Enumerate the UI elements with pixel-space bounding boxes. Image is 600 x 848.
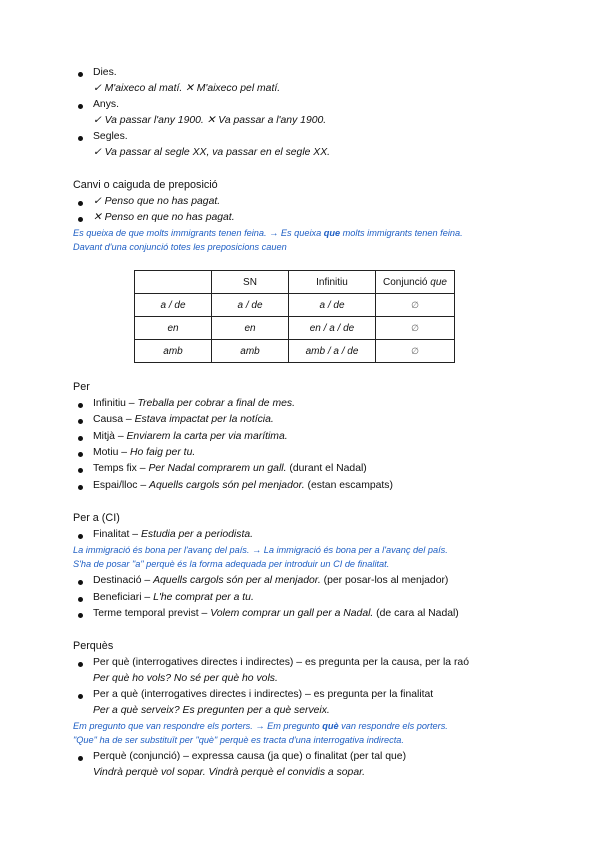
item-key: Finalitat – [93,529,141,540]
list-item-label: Segles. [93,131,128,142]
item-example: Per Nadal comprarem un gall. [148,463,287,474]
item-example: Enviarem la carta per via marítima. [126,431,288,442]
list-item [93,430,288,443]
blue-note [73,720,448,733]
bullet-dot [78,694,83,699]
table-header-cell: SN [212,271,289,294]
bullet-dot [78,485,83,490]
table-cell: a / de [289,294,376,317]
table-cell: amb [212,340,289,363]
bullet-dot [78,217,83,222]
item-key: Temps fix – [93,463,149,474]
item-example: Volem comprar un gall per a Nadal. [210,608,374,619]
item-example: Aquells cargols són pel menjador. [149,480,305,491]
item-key: Espai/lloc – [93,480,150,491]
table-header-cell [376,271,455,294]
table-cell: ∅ [376,340,455,363]
table-cell: amb / a / de [289,340,376,363]
table-cell: amb [135,340,212,363]
list-item [93,528,253,541]
bullet-dot [78,136,83,141]
item-key: Mitjà – [93,431,127,442]
table-row [135,340,455,363]
list-item [93,413,274,426]
bullet-dot [78,72,83,77]
item-key: Terme temporal previst – [93,608,211,619]
bullet-dot [78,419,83,424]
blue-note: La immigració és bona per l'avanç del país. → La immigració és bona per a l'avanç del país. [73,545,448,555]
list-item [93,397,295,410]
list-item [93,446,195,459]
note-text: Es queixa de que molts immigrants tenen feina. → Es queixa [73,228,324,238]
item-example: L'he comprat per a tu. [153,592,254,603]
item-example: Treballa per cobrar a final de mes. [137,398,295,409]
item-extra: (estan escampats) [304,480,393,491]
table-cell: en [135,317,212,340]
list-item-example: ✕ Penso en que no has pagat. [93,212,235,223]
note-text: van respondre els porters. [338,721,448,731]
list-item-example: ✓ Va passar al segle XX, va passar en el segle XX. [93,147,331,158]
table-header-cell: Infinitiu [289,271,376,294]
bullet-dot [78,662,83,667]
item-extra: (durant el Nadal) [286,463,367,474]
list-item-example: Vindrà perquè vol sopar. Vindrà perquè el convidis a sopar. [93,767,366,778]
item-example: Aquells cargols són per al menjador. [153,575,321,586]
note-bold: què [322,721,339,731]
section-heading: Perquès [73,640,114,652]
blue-note: S'ha de posar "a" perquè és la forma adequada per introduir un CI de finalitat. [73,559,390,569]
item-example: Ho faig per tu. [129,447,196,458]
list-item-example: Per a què serveix? Es pregunten per a què serveix. [93,705,330,716]
note-text: Em pregunto que van respondre els porters. → Em pregunto [73,721,323,731]
item-example: Estudia per a periodista. [140,529,253,540]
item-extra: (per posar-los al menjador) [320,575,449,586]
item-example: Estava impactat per la notícia. [134,414,274,425]
bullet-dot [78,580,83,585]
table-header-cell [135,271,212,294]
table-cell: a / de [212,294,289,317]
preposition-table [134,270,455,363]
bullet-dot [78,201,83,206]
bullet-dot [78,534,83,539]
note-text: molts immigrants tenen feina. [340,228,463,238]
bullet-dot [78,452,83,457]
bullet-dot [78,468,83,473]
list-item [93,574,448,587]
table-cell: a / de [135,294,212,317]
item-key: Infinitiu – [93,398,138,409]
table-cell: en / a / de [289,317,376,340]
item-key: Destinació – [93,575,154,586]
item-key: Beneficiari – [93,592,154,603]
list-item-example: Per què ho vols? No sé per què ho vols. [93,673,278,684]
section-heading: Per a (CI) [73,512,120,524]
list-item-example: ✓ M'aixeco al matí. ✕ M'aixeco pel matí. [93,83,281,94]
list-item [93,462,367,475]
table-row [135,317,455,340]
table-header-row [135,271,455,294]
section-heading: Per [73,381,90,393]
item-key: Motiu – [93,447,130,458]
list-item-example: ✓ Penso que no has pagat. [93,196,221,207]
section-heading: Canvi o caiguda de preposició [73,179,218,191]
list-item-label: Anys. [93,99,119,110]
table-row [135,294,455,317]
blue-note: "Que" ha de ser substituït per "què" perquè es tracta d'una interrogativa indirecta. [73,735,404,745]
list-item [93,607,459,620]
table-cell: ∅ [376,317,455,340]
list-item-label: Dies. [93,67,117,78]
item-extra: (de cara al Nadal) [373,608,459,619]
blue-note: Davant d'una conjunció totes les preposicions cauen [73,242,287,252]
list-item: Per a què (interrogatives directes i indirectes) – es pregunta per la finalitat [93,689,434,700]
bullet-dot [78,756,83,761]
blue-note [73,227,463,240]
list-item [93,591,254,604]
list-item [93,479,393,492]
header-text: Conjunció [383,276,431,288]
item-key: Causa – [93,414,135,425]
bullet-dot [78,104,83,109]
bullet-dot [78,436,83,441]
table-cell: en [212,317,289,340]
bullet-dot [78,613,83,618]
header-italic: que [430,276,447,288]
bullet-dot [78,597,83,602]
list-item: Per què (interrogatives directes i indirectes) – es pregunta per la causa, per la raó [93,657,469,668]
list-item-example: ✓ Va passar l'any 1900. ✕ Va passar a l'any 1900. [93,115,327,126]
list-item: Perquè (conjunció) – expressa causa (ja que) o finalitat (per tal que) [93,751,407,762]
note-bold: que [323,228,341,238]
table-cell: ∅ [376,294,455,317]
bullet-dot [78,403,83,408]
